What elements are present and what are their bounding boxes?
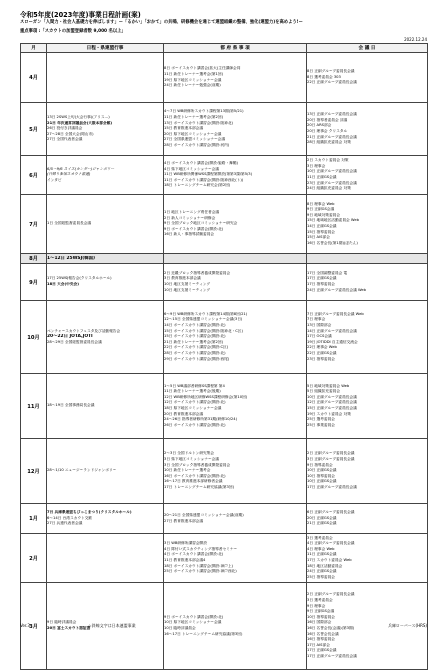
month-label: 2月 [21,534,47,583]
meeting-item: 13日 正副グループ委員長会議 [307,112,357,117]
joint-event-item: 6〜9日 WB研修所スカウト課程第14期(第8回/21) [164,311,248,316]
month-row [21,534,428,583]
joint-event-item: 18日 県下地区コミッショナー会議 [164,406,222,410]
meeting-item: 10日 指導委員会 [307,614,335,619]
meeting-item: 16日 名誉会長(第1期)(ぼたん) [307,240,358,245]
meeting-item: 13日 国際部会 [307,323,332,328]
month-label: 11月 [21,374,47,439]
meetings-cell [307,264,428,301]
joint-event-item: 4日 ボーイスカウト講習会(開設:姫路・舞鶴) [164,161,238,166]
day-events-cell [47,439,164,504]
month-label: 1月 [21,504,47,534]
day-event-item: (日帰り参加スカウト派遣) [47,172,91,177]
joint-event-item: 12日 ボーイスカウト講習会(開設:北) [164,400,226,405]
joint-event-item: 11日 新任トレーナー選考会(第2回) [164,115,224,120]
month-label: 9月 [21,264,47,301]
meeting-item: 3日 選考委員会 [307,535,333,540]
joint-event-item: 29日 ボーイスカウト講習会(開設:西尾) [164,356,230,361]
meeting-item: 3日 選考委員会 [307,598,333,603]
joint-event-item: 11日 ボーイスカウト講習会(開設:阪神西北(ト)) [164,177,244,182]
meetings-cell [307,301,428,374]
day-event-item: 13日 2SWS上旬(大会行事)(アリス…) [47,115,110,120]
meeting-item: 2日 正副グループ委員長会議 [307,592,355,597]
meeting-item: 19日 スカウト委員会 対策 [307,411,351,416]
joint-event-item: 21日 新任トレーナー選考会(第2回) [164,339,224,344]
joint-event-item: 25日 ボーイスカウト講習会(開設:神戸西北) [164,569,237,574]
day-event-item: 27〜28日 全国大会(岡山市) [47,131,94,136]
day-event-item: 7日 兵庫県連盟ちびっこまつり(クリスタルホール) [47,510,132,515]
month-row [21,264,428,301]
joint-events-cell [164,195,307,254]
meeting-item: 10日 指導委員会 [307,473,335,478]
joint-event-item: 1〜5日 WB議部者研修SS課程第 第4 [164,383,225,388]
joint-events-cell [164,103,307,156]
meeting-item: 24日 組織拡充委員会 対策 [307,186,351,191]
meetings-cell [307,53,428,103]
meeting-item: 17日 全国調整委員会 電 [307,270,348,275]
joint-event-item: 2日 近畿ブロック指導者養成開発委員会 [164,270,231,275]
month-row [21,156,428,195]
meetings-cell [307,534,428,583]
meeting-item: 15日 AIS部会 [307,235,330,240]
document-title: 令和5年度(2023年度)事業日程計画(案) [20,11,141,19]
joint-event-item: 27日 全国県連盟コミッショナー会議 [164,137,226,142]
joint-event-item: 2〜3日 全国ドルトン研究集会 [164,451,215,456]
day-events-cell [47,301,164,374]
meeting-item: 9日 正副GS会議 [307,609,335,614]
meeting-item: 20日 正副GS会議 [307,515,337,520]
day-event-item: 6/5〜9/6 スイス(カンダー)ジャンボリー [47,166,115,171]
joint-event-item: 3日 全国ブロック指導者養成開発委員会 [164,462,231,467]
joint-events-cell [164,534,307,583]
header-day-events: 日程・県連盟行事 [47,44,164,53]
day-events-cell [47,504,164,534]
day-events-cell [47,53,164,103]
joint-event-item: 27日 教育推進本部会議 [164,518,204,523]
joint-events-cell [164,264,307,301]
joint-event-item: 3日 県下地区コミッショナー会議 [164,457,219,462]
day-event-item: 27日 全国代表者会議 [47,137,83,142]
meeting-item: 4日 理事会 Web [307,546,335,551]
joint-event-item: 28日 ボーイスカウト講習会(開設:河内) [164,142,230,147]
joint-event-item: 9日 ボーイスカウト講習会(開設:北) [164,226,224,231]
joint-event-item: 4日 県下地区コミッショナー会議 [164,166,219,171]
meeting-item: 24日 正副グループ委員長会議 Web [307,287,367,292]
joint-events-cell [164,53,307,103]
meeting-item: 17日 指導委員会 [307,282,335,286]
meeting-item: 16日 名誉会長会議 [307,631,339,636]
day-events-cell [47,374,164,439]
joint-event-item: 18日 ボーイスカウト講習会(開設:神戸上) [164,563,233,568]
day-event-item: 20〜22日 JOTA,JOTI [47,334,93,340]
meeting-item: 20日 理事会 クリスタル [307,129,348,133]
footer-org: 兵庫ローバース(HRS) [387,623,427,628]
meeting-item: 20日 ARS部会 [307,123,332,128]
month-row [21,254,428,264]
meeting-item: 21日 正副GS会議 [307,521,337,526]
joint-events-cell [164,156,307,195]
meeting-item: 15日 正副グループ委員長会議 [307,406,357,410]
joint-event-item: 15日 教育推進本部会議 [164,126,204,131]
joint-event-item: 11日 新任トレーナー選考会(後期) [164,389,221,394]
meetings-cell [307,504,428,534]
joint-event-item: 20〜21日 全国県連盟コミッショナー会議(前期) [164,512,244,517]
meeting-item: 17日 正副GS会議 [307,276,337,281]
footer-version: Ver.3 [20,623,30,628]
joint-event-item: 10日 臨時評議員会 [164,626,196,630]
slogan-line: スローガン「人間力・社会人基礎力を伸ばします」ー「るかい」「おかて」の共鳴、研修機会を通じて連盟組織の整備、強化(連盟力)を高めよう!ー [20,20,303,25]
meeting-item: 21日 正副グループ委員長会議 [307,134,357,139]
meeting-item: 17日 スカウト委員会 Web [307,558,352,562]
joint-event-item: 20日 教育推進本部会議 [164,411,204,416]
meeting-item: 9日 指導委員会 [307,462,333,467]
month-row [21,374,428,439]
joint-event-item: 12〜15日 全国県連盟コミッショナー会議(3日) [164,317,243,322]
meeting-item: 22日 正副GS会議 [307,350,337,355]
meeting-item: 17日 正副グループ委員長会議 [307,484,357,489]
meeting-item: 3日 正副グループ委員長会議 [307,457,355,462]
meeting-item: 9日 理事会 [307,603,326,608]
meeting-item: 10日 正副グループ委員長会議 [307,169,357,174]
joint-event-item: 8日 ボーイスカウト講習会(拡大)主任講師会同 [164,66,241,71]
schedule-body [21,53,428,670]
meeting-item: 10日 正副GS会議 [307,479,337,484]
joint-event-item: 26日 ボーイスカウト講習会(開設:北) [164,422,226,427]
meeting-item: 12日 正副グループ委員長会議 [307,400,357,405]
joint-event-item: 2日 新人コミッショナー研修会 [164,215,216,220]
meeting-item: 7日 理事会 [307,317,326,322]
day-event-item: 27日 兵連代表者会議 [47,521,83,526]
month-row [21,301,428,374]
joint-event-item: 11日 新任トレーナー選考会(第1回) [164,71,224,76]
meeting-item: 10日 正副グループ委員長会議 [307,394,357,399]
day-event-item: 1日 全国総監督委員長会議 [47,221,92,226]
meeting-item: 3日 理事会 [307,163,326,168]
meeting-item: 25日 選考委員会 [307,417,335,422]
meeting-item: 6日 正副グループ委員長会議 [307,510,355,515]
meeting-item: 8日 選考委員会 303 [307,74,341,79]
meeting-item: 15日 指導委員会 [307,229,335,234]
joint-events-cell [164,439,307,504]
joint-event-item: 12日 WB研修所地区研修WSS課程研修会(第10回) [164,394,248,399]
joint-event-item: 10日 新任トレーナー選考会 [164,468,211,473]
meeting-item: 14日 正副グループ委員長会議 [307,328,357,333]
meeting-item: 18日 地区活動委員会 [307,563,343,568]
meetings-cell [307,156,428,195]
joint-event-item: 3日 WB研修所講習会開設 [164,541,207,546]
day-event-item: 26日 役付き評議員会 [47,126,83,131]
joint-event-item: 4〜7日 WB研修所スカウト課程第13期(第5/21) [164,109,244,114]
meetings-cell [307,254,428,264]
day-event-item: 21日 年次通常評議員会(大阪本部会館) [47,120,113,125]
meeting-item: 8日 正副グループ委員長会議 [307,69,355,74]
day-event-item: 18日 大会(中央会) [47,282,79,286]
day-event-item: 28〜29日 全国総監督委員長会議 [47,339,102,344]
joint-event-item: 4日 隊付い式スカウティング指導者セミナー [164,546,238,551]
meeting-item: 5日 組織拡充委員会 [307,389,341,394]
meeting-item: 9日 正副GS会議 [307,207,335,212]
meeting-item: 16日 名誉会長(会議)(第3期) [307,626,355,630]
meeting-item: 20日 指導者委員会 評議 [307,117,348,122]
day-event-item: 1〜12日 25WSJ(韓国) [47,255,96,261]
joint-event-item: 16日 ボーイスカウト講習会(開設:北) [164,473,226,478]
day-event-item: 9日 臨時評議員会 [47,620,77,625]
meeting-item: 8日 理事会 Web [307,201,335,206]
header-meetings: 会 議 日 [307,44,428,53]
joint-event-item: 1日 地区トレーニング責任者会議 [164,210,220,215]
joint-event-item: 20日 県下地区コミッショナー会議 [164,131,222,136]
day-event-item: 20日 富士スカウト認証書 [47,626,91,630]
meeting-item: 14日 正副GS会議 [307,224,337,228]
month-label: 4月 [21,53,47,103]
joint-event-item: 14日 ボーイスカウト講習会(開設:北) [164,323,226,328]
month-label: 8月 [21,254,47,264]
joint-event-item: 18日 トレーニングチーム研究会(第2回) [164,183,231,188]
meeting-item: 17日 正副GS会議 [307,648,337,653]
joint-event-item: 4日 ボーイスカウト講習会(開設:北) [164,552,224,557]
joint-event-item: 16〜17日 トレーニングチーム研究協議(第3回) [164,631,243,636]
focus-line: 重点事項 :「スカウトの加盟登録者数 9,000 名以上」 [20,29,126,34]
meeting-item: 16日 国際部会 [307,620,332,625]
joint-event-item: 19日 県下地区コミッショナー会議 [164,77,222,82]
meeting-item: 23日 正副グループ委員長会議 [307,180,357,185]
meetings-cell [307,439,428,504]
month-row [21,439,428,504]
joint-events-cell [164,504,307,534]
joint-event-item: 10日 県下地区コミッショナー会議 [164,620,222,625]
meeting-item: 15日 地域地区活動委員会 Web [307,218,359,223]
meeting-item: 2日 正副グループ委員長会議 [307,451,355,456]
document-date: 2022.12.24 [404,37,427,42]
day-event-item: 28〜1/10 ニュージーランドジャンボリー [47,468,117,473]
joint-events-cell [164,583,307,670]
joint-events-cell [164,301,307,374]
footer-note: ☆斜線文字は日本連盟事業 [88,623,136,628]
joint-event-item: 15日 ボーイスカウト講習会(開設:阪神北・C区) [164,328,243,333]
meeting-item: 19日 JOTIDDI 自主通信交流会 [307,339,358,344]
meeting-item: 10日 正副GS会議 [307,468,337,473]
meeting-item: 16日 指導委員会 [307,637,335,642]
meetings-cell [307,195,428,254]
month-label: 6月 [21,156,47,195]
joint-event-item: 16〜17日 教育推進本部研修者会議 [164,479,223,484]
month-label: 3月 [21,583,47,670]
meeting-item: 17日 正副グループ委員長会議 [307,653,357,658]
day-events-cell [47,156,164,195]
meeting-item: 17日 AIS部会 [307,642,330,647]
header-month: 月 [21,44,47,53]
joint-event-item: 9日 ボーイスカウト講習会(開設:北) [164,614,224,619]
meeting-item: 2日 スカウト委員会 対策 [307,158,349,163]
month-label: 7月 [21,195,47,254]
day-event-item: ベンチャースカウトフェスタ及び活動報告会 [47,328,121,333]
day-events-cell [47,254,164,264]
joint-event-item: 15日 ボーイスカウト講習会(開設:北) [164,334,226,339]
joint-event-item: 10日 地区支援ミーティング [164,287,211,292]
joint-event-item: 22日 ボーイスカウト講習会(開設:C区) [164,345,229,350]
meetings-cell [307,103,428,156]
header-joint-events: 都 府 県 事 項 [164,44,307,53]
month-label: 10月 [21,301,47,374]
month-row [21,195,428,254]
joint-event-item: 28日 ボーイスカウト講習会(開設:北) [164,350,226,355]
meeting-item: 28日 組織拡充委員会 対策 [307,140,351,145]
schedule-table [20,43,428,670]
joint-event-item: 11日 WB研修所関係WSS課程第開設(第第3課/第5/3) [164,172,253,177]
meeting-item: 22日 理事会 Web [307,345,337,350]
meeting-item: 7日 正副グループ委員長会議 Web [307,311,364,316]
joint-event-item: 16日 新人・事指導試験委員会 [164,232,215,237]
day-event-item: 6〜14日 台湾スカウト交歓 [47,515,93,520]
joint-event-item: 24日 新任トレーナー勉強会(前期) [164,83,221,88]
month-label: 5月 [21,103,47,156]
meeting-item: 4日 正副グループ委員長会議 [307,541,355,546]
meeting-item: 25日 指導委員会 [307,574,335,579]
table-header-row [21,44,428,53]
joint-event-item: 10日 地区支援ミーティング [164,282,211,286]
joint-events-cell [164,254,307,264]
day-events-cell [47,534,164,583]
day-event-item: インタビ [47,177,62,182]
day-event-item: 17日 25WSJ報告会(クリスタルホール) [47,276,112,281]
day-events-cell [47,264,164,301]
joint-event-item: 11日 教育推進本部会議4 [164,558,206,562]
month-row [21,103,428,156]
meeting-item: 9日 地域対策委員会 [307,212,341,217]
joint-event-item: 13日 ボーイスカウト講習会(開設:阪神北) [164,120,233,125]
month-row [21,583,428,670]
meeting-item: 11日 正副GS会議 [307,552,337,557]
month-row [21,53,428,103]
joint-event-item: 3日 教育推進本部会議 [164,276,201,281]
month-row [21,504,428,534]
meeting-item: 23日 指導委員会 [307,356,335,361]
joint-events-cell [164,374,307,439]
day-event-item: 18〜19日 全国事務局長会議 [47,403,95,408]
meeting-item: 5日 地域対策委員会 Web [307,383,350,388]
joint-event-item: 17日 トレーニングチーム研究協議(第3回) [164,484,235,489]
meeting-item: 22日 正副グループ委員長会議 [307,80,357,85]
meeting-item: 25日 事業委員会 [307,422,335,427]
month-label: 12月 [21,439,47,504]
meeting-item: 24日 正副GS会議 [307,569,337,574]
meetings-cell [307,374,428,439]
joint-event-item: 24〜26日 指導者研修所第31期(研修10/24) [164,417,238,422]
meeting-item: 17日 OCS会議 [307,334,332,339]
meeting-item: 11日 正副GS会議 [307,175,337,179]
joint-event-item: 9日 全国ブロック地区コミッショナー研究会 [164,221,238,226]
day-events-cell [47,103,164,156]
day-events-cell [47,195,164,254]
